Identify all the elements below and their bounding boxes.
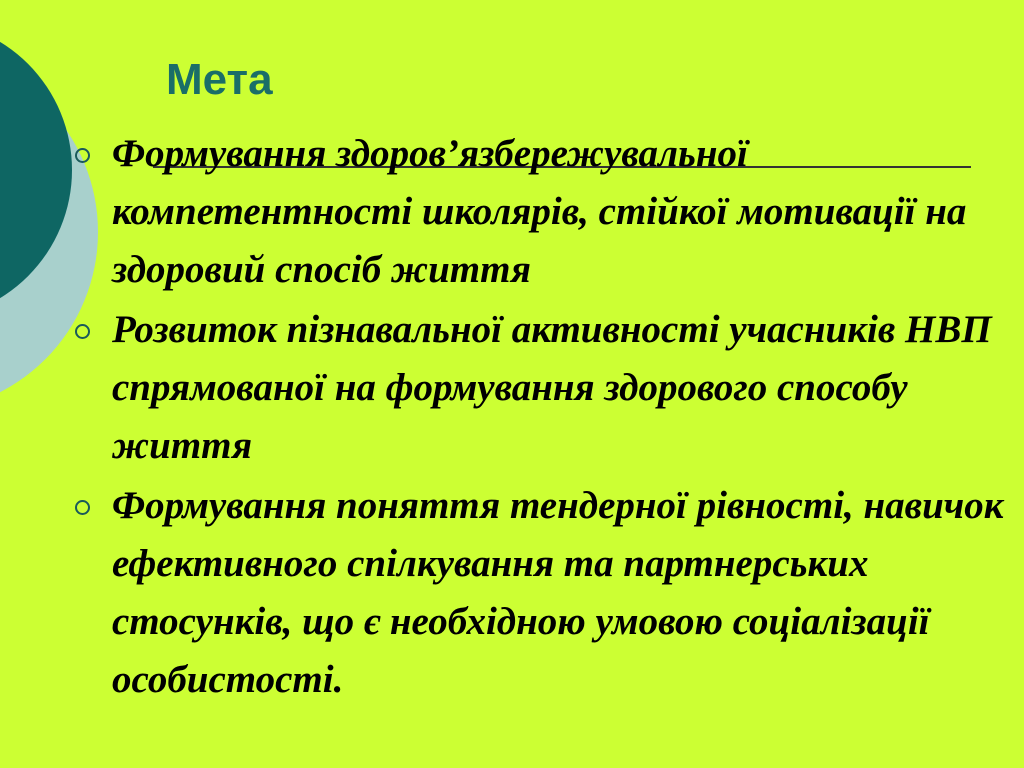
bullet-item [72,125,1007,299]
bullet-text: Формування здоров’язбережувальної компетентності школярів, стійкої мотивації на здоровий спосіб життя [112,132,967,291]
circle-bullet-icon [75,500,90,515]
bullet-item [72,477,1007,709]
slide-title: Мета [166,55,273,104]
circle-bullet-icon [75,148,90,163]
bullet-item [72,301,1007,475]
circle-bullet-icon [75,324,90,339]
bullet-text: Формування поняття тендерної рівності, навичок ефективного спілкування та партнерських стосунків, що є необхідною умовою соціалізації особистості. [112,484,1004,701]
bullet-text: Розвиток пізнавальної активності учасників НВП спрямованої на формування здорового способу життя [112,308,992,467]
bullet-list [72,125,1007,711]
